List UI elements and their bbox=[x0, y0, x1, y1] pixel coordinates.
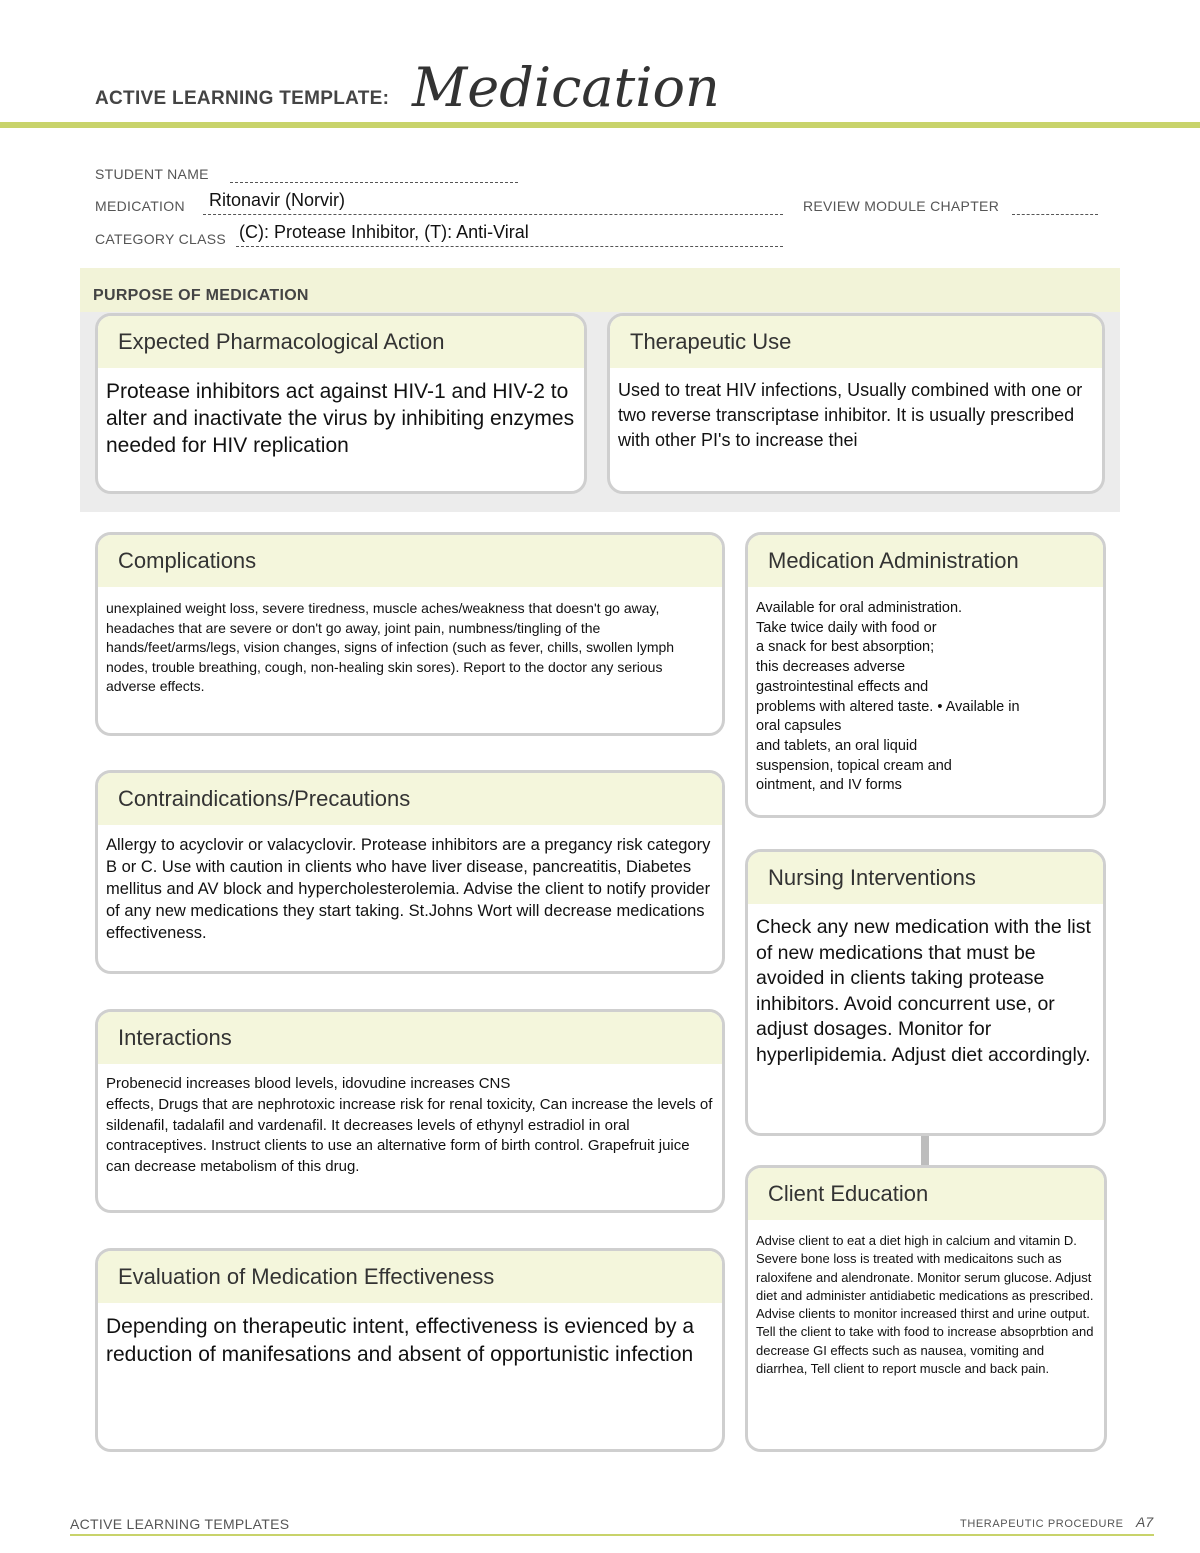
interactions-line: effects, Drugs that are nephrotoxic increase risk for renal toxicity, Can increase the levels of sildenafil, tadalafil and vardenafil. It decreases levels of ethynyl estradiol in oral contraceptives. Instruct clients to use an alternative form of birth control. Grapefruit juice can decrease metabolism of this drug. bbox=[106, 1095, 713, 1176]
card-title: Nursing Interventions bbox=[748, 852, 1103, 904]
header-divider bbox=[0, 122, 1200, 128]
student-name-label: STUDENT NAME bbox=[95, 166, 209, 182]
administration-line: gastrointestinal effects and bbox=[756, 678, 929, 695]
medication-field[interactable]: Ritonavir (Norvir) bbox=[209, 190, 346, 210]
student-name-field[interactable] bbox=[230, 182, 518, 183]
medication-label: MEDICATION bbox=[95, 198, 185, 214]
category-class-label: CATEGORY CLASS bbox=[95, 231, 227, 247]
template-label: ACTIVE LEARNING TEMPLATE: bbox=[95, 88, 390, 109]
interactions-line: Probenecid increases blood levels, idovudine increases CNS bbox=[106, 1075, 511, 1092]
card-title: Therapeutic Use bbox=[610, 316, 1102, 368]
card-title: Medication Administration bbox=[748, 535, 1103, 587]
page-title: Medication bbox=[412, 56, 720, 119]
card-title: Contraindications/Precautions bbox=[98, 773, 722, 825]
review-module-field[interactable] bbox=[1012, 214, 1098, 215]
footer-divider bbox=[70, 1534, 1154, 1536]
page-number: A7 bbox=[1136, 1514, 1154, 1530]
interactions-text[interactable] bbox=[98, 1064, 722, 1178]
section-connector bbox=[921, 1136, 929, 1166]
expected-action-card bbox=[95, 313, 587, 494]
administration-text[interactable] bbox=[748, 587, 1103, 796]
footer-label: ACTIVE LEARNING TEMPLATES bbox=[70, 1516, 290, 1532]
card-title: Expected Pharmacological Action bbox=[98, 316, 584, 368]
therapeutic-use-card bbox=[607, 313, 1105, 494]
contraindications-text[interactable]: Allergy to acyclovir or valacyclovir. Protease inhibitors are a pregancy risk category B or C. Use with caution in clients who have liver disease, pancreatitis, Diabetes mellitus and AV block and hypercholesterolemia. Advise the client to notify provider of any new medications they start taking. St.Johns Wort will decrease medications effectiveness. bbox=[106, 836, 711, 942]
card-title: Interactions bbox=[98, 1012, 722, 1064]
nursing-interventions-card bbox=[745, 849, 1106, 1136]
expected-action-text[interactable]: Protease inhibitors act against HIV-1 and HIV-2 to alter and inactivate the virus by inhibiting enzymes needed for HIV replication bbox=[106, 380, 575, 457]
category-field-line bbox=[236, 246, 783, 247]
contraindications-card bbox=[95, 770, 725, 974]
review-module-label: REVIEW MODULE CHAPTER bbox=[803, 198, 1000, 214]
card-title: Client Education bbox=[748, 1168, 1104, 1220]
footer-section: THERAPEUTIC PROCEDURE bbox=[960, 1518, 1124, 1530]
administration-line: a snack for best absorption; bbox=[756, 639, 935, 656]
card-title: Evaluation of Medication Effectiveness bbox=[98, 1251, 722, 1303]
administration-line: suspension, topical cream and bbox=[756, 757, 952, 774]
evaluation-card bbox=[95, 1248, 725, 1452]
evaluation-text[interactable]: Depending on therapeutic intent, effectiveness is evienced by a reduction of manifesations and absent of opportunistic infection bbox=[106, 1315, 694, 1366]
administration-card bbox=[745, 532, 1106, 818]
complications-text[interactable]: unexplained weight loss, severe tiredness, muscle aches/weakness that doesn't go away, headaches that are severe or don't go away, joint pain, numbness/tingling of the hands/feet/arms/legs, vision changes, signs of infection (such as fever, chills, swollen lymph nodes, trouble breathing, cough, non-healing skin sores). Report to the doctor any serious adverse effects. bbox=[106, 600, 675, 694]
administration-line: oral capsules bbox=[756, 718, 842, 735]
card-title: Complications bbox=[98, 535, 722, 587]
category-class-field[interactable]: (C): Protease Inhibitor, (T): Anti-Viral bbox=[239, 222, 529, 242]
therapeutic-use-text[interactable]: Used to treat HIV infections, Usually combined with one or two reverse transcriptase inhibitor. It is usually prescribed with other PI's to increase thei bbox=[618, 380, 1083, 450]
administration-line: Take twice daily with food or bbox=[756, 619, 937, 636]
client-education-text[interactable]: Advise client to eat a diet high in calcium and vitamin D. Severe bone loss is treated with medicaitons such as raloxifene and alendronate. Monitor serum glucose. Adjust diet and administer antidiabetic medications as prescribed. Advise clients to monitor increased thirst and urine output. Tell the client to take with food to increase absoprbtion and decrease GI effects such as nausea, vomiting and diarrhea, Tell client to report muscle and back pain. bbox=[756, 1233, 1094, 1377]
purpose-label: PURPOSE OF MEDICATION bbox=[93, 287, 309, 304]
administration-line: ointment, and IV forms bbox=[756, 777, 902, 794]
client-education-card bbox=[745, 1165, 1107, 1452]
administration-line: this decreases adverse bbox=[756, 659, 906, 676]
complications-card bbox=[95, 532, 725, 736]
administration-line: and tablets, an oral liquid bbox=[756, 737, 918, 754]
nursing-interventions-text[interactable]: Check any new medication with the list of new medications that must be avoided in clients taking protease inhibitors. Avoid concurrent use, or adjust dosages. Monitor for hyperlipidemia. Adjust diet accordingly. bbox=[756, 916, 1091, 1066]
medication-field-line bbox=[203, 214, 783, 215]
administration-line: problems with altered taste. • Available in bbox=[756, 698, 1020, 715]
interactions-card bbox=[95, 1009, 725, 1213]
administration-line: Available for oral administration. bbox=[756, 600, 963, 616]
